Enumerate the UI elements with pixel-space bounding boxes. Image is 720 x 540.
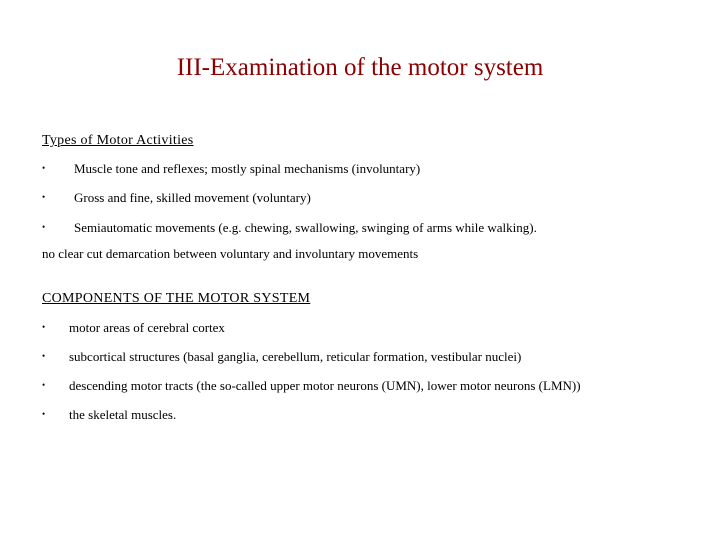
- bullet-icon: •: [42, 409, 46, 419]
- list-item-text: motor areas of cerebral cortex: [69, 320, 225, 335]
- demarcation-note: no clear cut demarcation between voluntary and involuntary movements: [42, 246, 419, 261]
- bullet-icon: •: [42, 322, 46, 332]
- list-item-text: subcortical structures (basal ganglia, cerebellum, reticular formation, vestibular nuclei): [69, 349, 522, 364]
- list-item-text: Muscle tone and reflexes; mostly spinal mechanisms (involuntary): [74, 161, 421, 176]
- list-item-text: Gross and fine, skilled movement (voluntary): [74, 190, 311, 205]
- section-heading-motor-activities: Types of Motor Activities: [42, 133, 194, 148]
- bullet-icon: •: [42, 351, 46, 361]
- slide-title: III-Examination of the motor system: [176, 54, 544, 81]
- bullet-icon: •: [42, 163, 46, 173]
- list-item-text: the skeletal muscles.: [69, 407, 177, 422]
- bullet-icon: •: [42, 192, 46, 202]
- list-item-text: Semiautomatic movements (e.g. chewing, swallowing, swinging of arms while walking).: [74, 220, 537, 235]
- list-item-text: descending motor tracts (the so-called upper motor neurons (UMN), lower motor neurons (LMN)): [69, 378, 581, 393]
- bullet-icon: •: [42, 380, 46, 390]
- section-heading-components: COMPONENTS OF THE MOTOR SYSTEM: [42, 291, 311, 306]
- bullet-icon: •: [42, 222, 46, 232]
